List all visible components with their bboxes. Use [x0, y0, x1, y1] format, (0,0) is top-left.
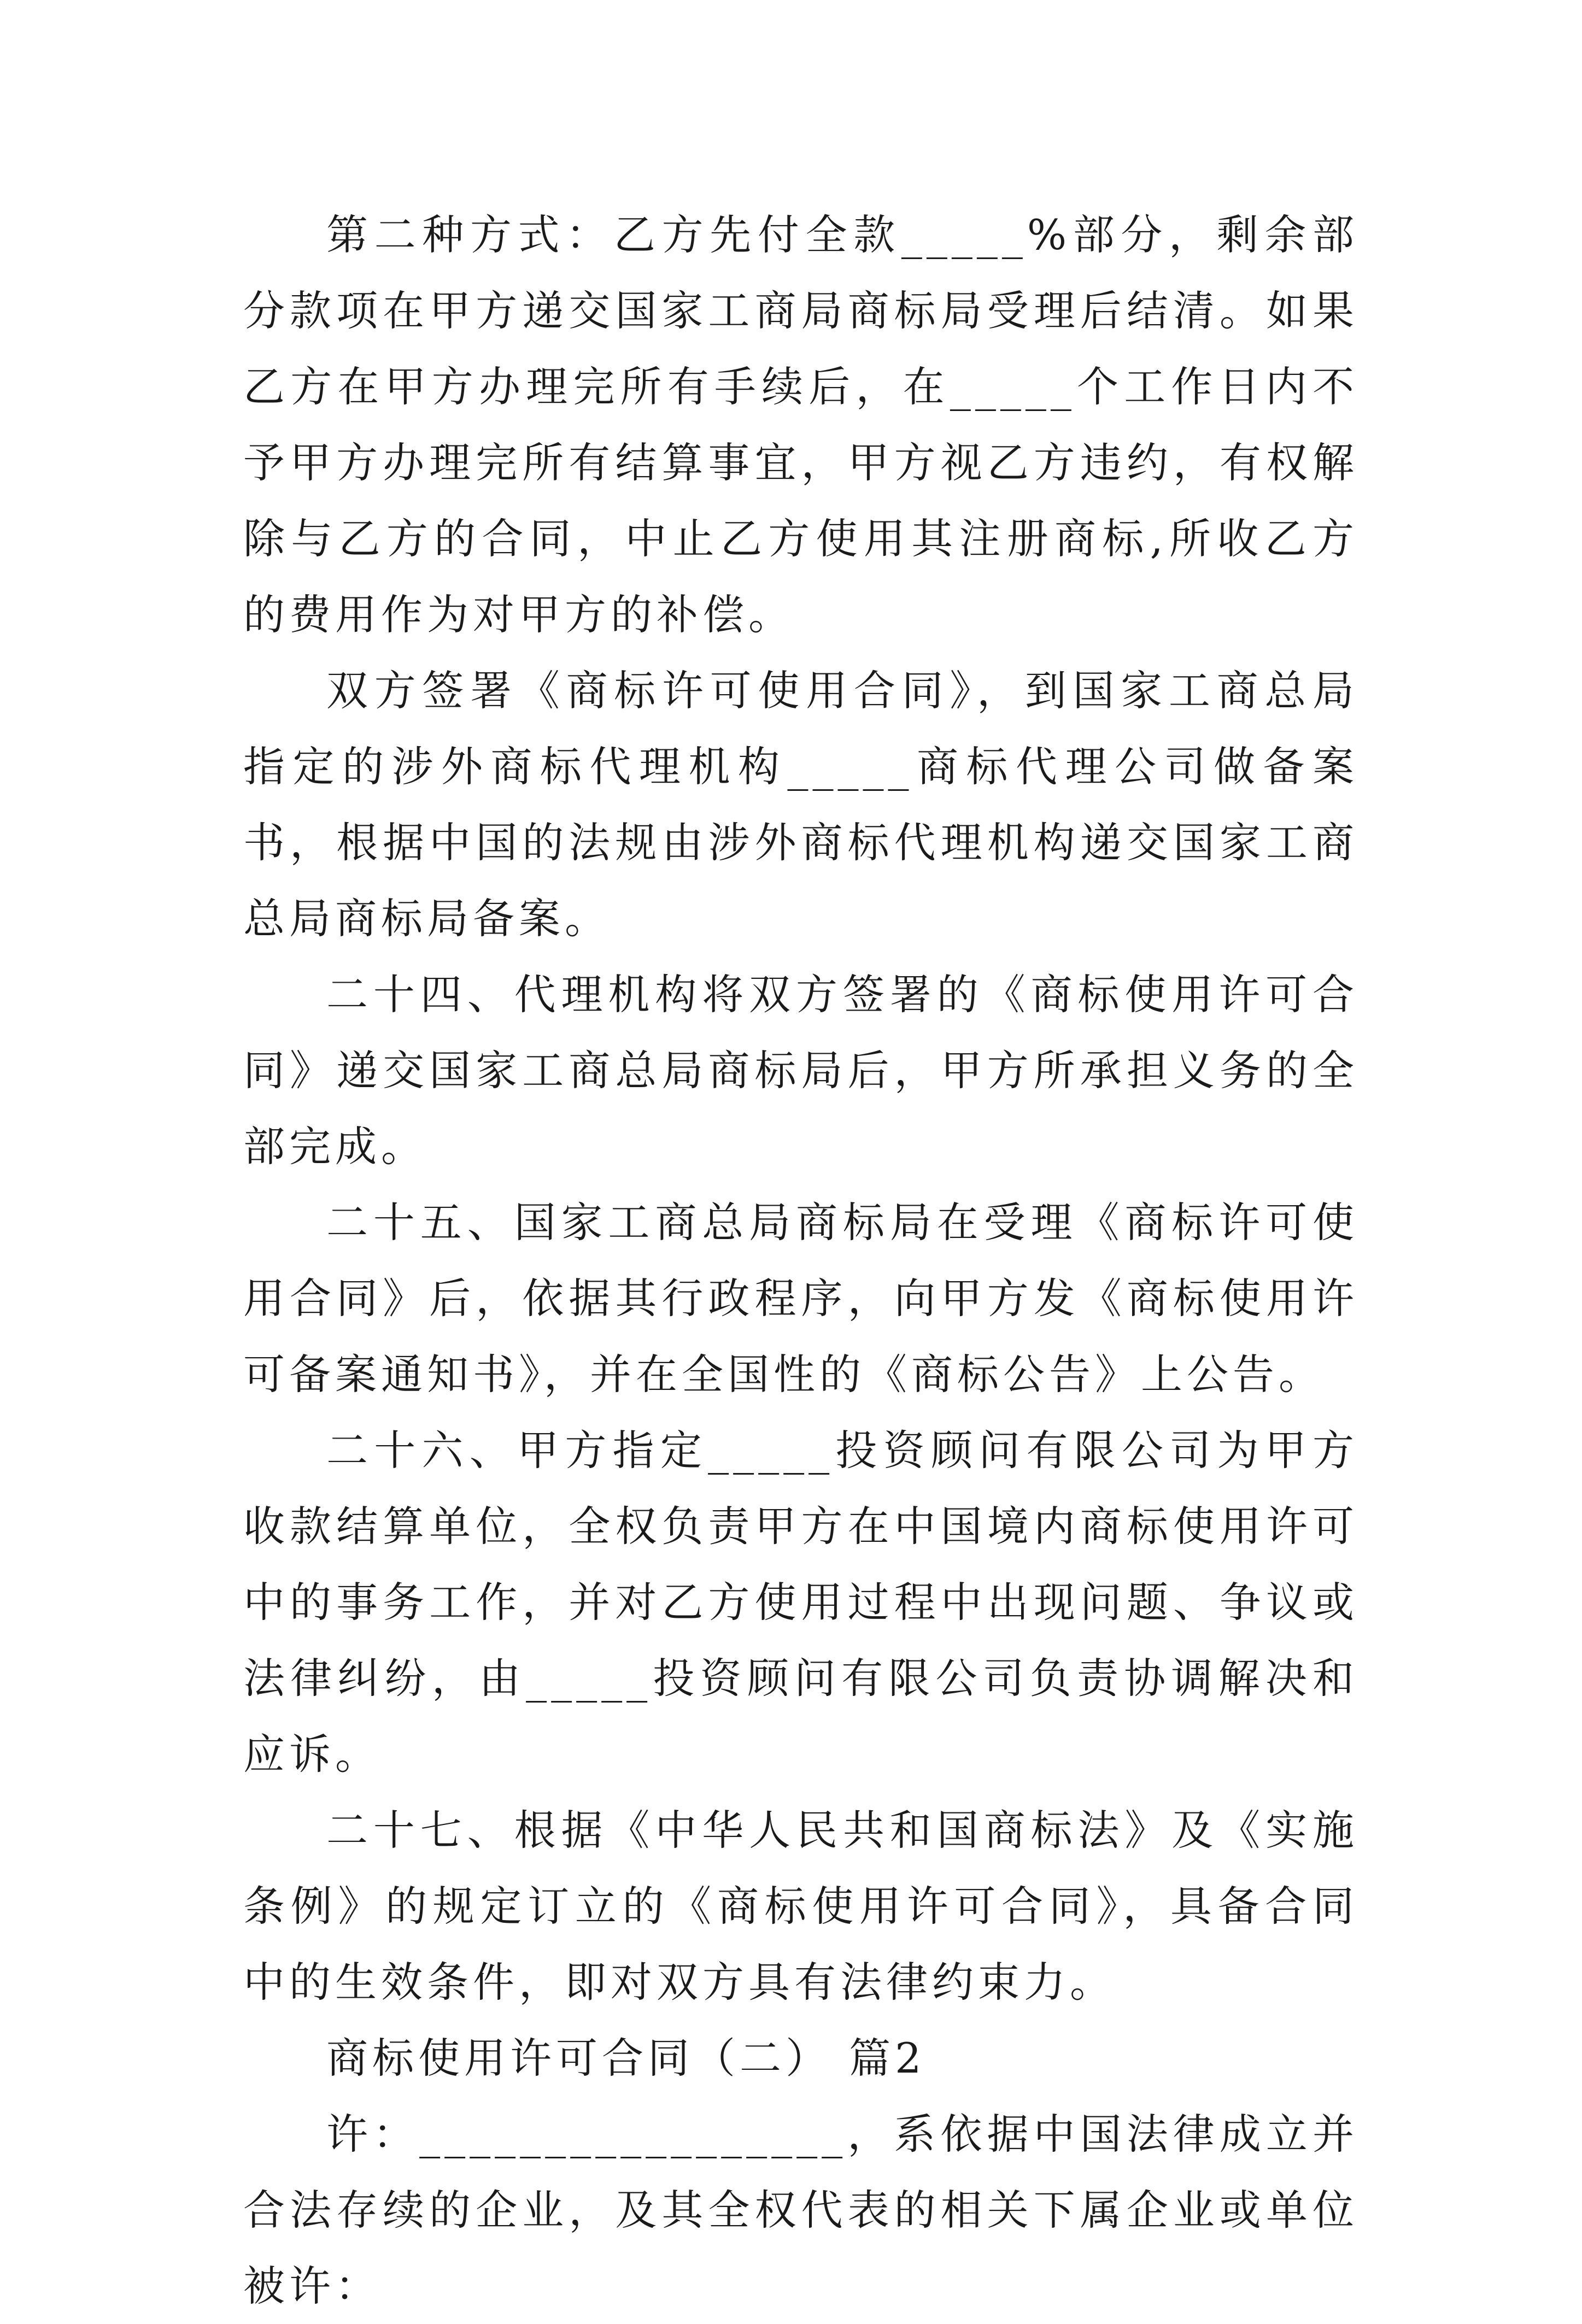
paragraph-clause-25: 二十五、国家工商总局商标局在受理《商标许可使用合同》后，依据其行政程序，向甲方发《商标使用许可备案通知书》，并在全国性的《商标公告》上公告。: [243, 1198, 1358, 1399]
document-body: [243, 197, 1358, 2324]
paragraph-clause-26: 二十六、甲方指定_____投资顾问有限公司为甲方收款结算单位，全权负责甲方在中国境内商标使用许可中的事务工作，并对乙方使用过程中出现问题、争议或法律纠纷，由_____投资顾问有限公司负责协调解决和应诉。: [243, 1426, 1358, 1779]
paragraph-contract-filing: 双方签署《商标许可使用合同》，到国家工商总局指定的涉外商标代理机构_____商标代理公司做备案书，根据中国的法规由涉外商标代理机构递交国家工商总局商标局备案。: [243, 666, 1358, 943]
paragraph-payment-method-two: 第二种方式：乙方先付全款_____%部分，剩余部分款项在甲方递交国家工商局商标局受理后结清。如果乙方在甲方办理完所有手续后，在_____个工作日内不予甲方办理完所有结算事宜，甲方视乙方违约，有权解除与乙方的合同，中止乙方使用其注册商标,所收乙方的费用作为对甲方的补偿。: [243, 210, 1358, 639]
paragraph-clause-24: 二十四、代理机构将双方签署的《商标使用许可合同》递交国家工商总局商标局后，甲方所承担义务的全部完成。: [243, 970, 1358, 1171]
section-heading: 商标使用许可合同（二） 篇2: [326, 2034, 926, 2082]
paragraph-clause-27: 二十七、根据《中华人民共和国商标法》及《实施条例》的规定订立的《商标使用许可合同》，具备合同中的生效条件，即对双方具有法律约束力。: [243, 1806, 1358, 2006]
paragraph-licensor-intro: 许：_________________，系依据中国法律成立并合法存续的企业，及其全权代表的相关下属企业或单位被许：: [243, 2110, 1358, 2310]
